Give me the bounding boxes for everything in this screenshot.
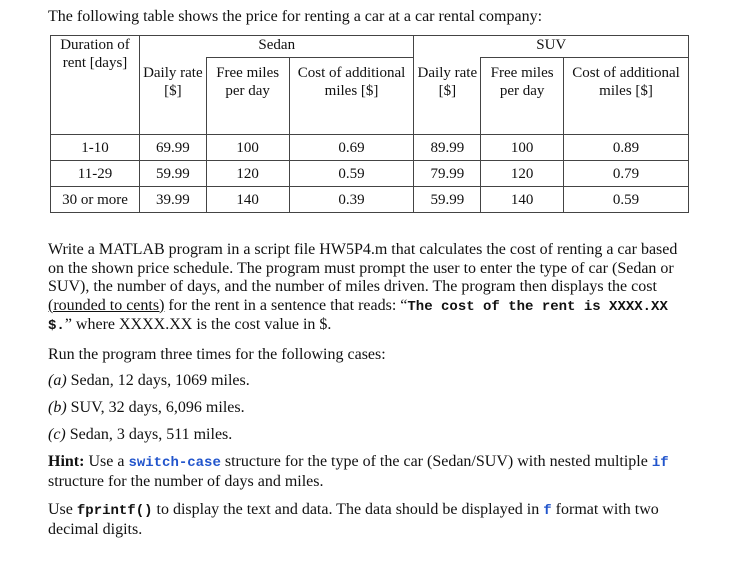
- table-cell: 140: [481, 187, 564, 213]
- table-cell: 89.99: [414, 135, 481, 161]
- sub-header: Cost of additional miles [$]: [564, 58, 689, 135]
- table-cell: 140: [206, 187, 289, 213]
- sub-header: Cost of additional miles [$]: [289, 58, 414, 135]
- fprintf-paragraph: [48, 501, 678, 539]
- case-a: [48, 372, 678, 391]
- table-cell: 79.99: [414, 161, 481, 187]
- case-text: SUV, 32 days, 6,096 miles.: [66, 399, 245, 416]
- fprintf-text: to display the text and data. The data should be displayed in: [152, 501, 544, 518]
- table-cell: 39.99: [140, 187, 207, 213]
- hint-text: structure for the number of days and miles.: [48, 472, 324, 490]
- sub-header: Daily rate [$]: [140, 58, 207, 135]
- hint-text: Use a: [84, 453, 129, 470]
- table-cell: 59.99: [414, 187, 481, 213]
- table-cell: 100: [206, 135, 289, 161]
- task-text: ” where XXXX.XX is the cost value in $.: [64, 316, 332, 333]
- hint-label: Hint:: [48, 453, 85, 470]
- output-sentence-code: The cost of the rent is XXXX.XX $.: [48, 298, 668, 334]
- sub-header: Daily rate [$]: [414, 58, 481, 135]
- suv-header: SUV: [414, 36, 689, 58]
- table-cell: 0.59: [564, 187, 689, 213]
- sub-header: Free miles per day: [206, 58, 289, 135]
- switch-case-keyword: switch-case: [128, 455, 221, 471]
- fprintf-code: fprintf(): [76, 503, 153, 519]
- case-text: Sedan, 3 days, 511 miles.: [65, 426, 233, 443]
- table-cell: 1-10: [51, 135, 140, 161]
- table-cell: 0.89: [564, 135, 689, 161]
- table-cell: 100: [481, 135, 564, 161]
- if-keyword: if: [651, 455, 669, 471]
- case-label: (c): [48, 426, 66, 443]
- table-cell: 0.59: [289, 161, 414, 187]
- table-cell: 0.39: [289, 187, 414, 213]
- sub-header: Free miles per day: [481, 58, 564, 135]
- case-text: Sedan, 12 days, 1069 miles.: [66, 372, 250, 389]
- f-format-code: f: [543, 503, 552, 519]
- case-label: (a): [48, 372, 67, 389]
- table-cell: 0.69: [289, 135, 414, 161]
- table-cell: 69.99: [140, 135, 207, 161]
- table-row: [51, 161, 689, 187]
- table-cell: 120: [481, 161, 564, 187]
- fprintf-text: format with two decimal digits.: [48, 501, 659, 538]
- fprintf-text: Use: [48, 501, 77, 518]
- intro-text: The following table shows the price for renting a car at a car rental company:: [48, 8, 543, 25]
- task-description: [48, 241, 678, 336]
- table-cell: 120: [206, 161, 289, 187]
- rounding-note: (rounded to cents): [48, 296, 165, 314]
- table-cell: 30 or more: [51, 187, 140, 213]
- case-label: (b): [48, 399, 67, 416]
- price-table: [50, 35, 689, 213]
- duration-header: Duration of rent [days]: [51, 36, 140, 135]
- task-text: Write a MATLAB program in a script file HW5P4.m that calculates the cost of renting a car based on the shown price schedule. The program must prompt the user to enter the type of car (Sedan or SUV), the number of days, and the number of miles driven. The program then displays the cost: [48, 241, 678, 295]
- table-cell: 59.99: [140, 161, 207, 187]
- table-cell: 11-29: [51, 161, 140, 187]
- case-c: [48, 426, 678, 445]
- table-row: [51, 187, 689, 213]
- table-row: [51, 135, 689, 161]
- sedan-header: Sedan: [140, 36, 414, 58]
- hint-text: structure for the type of the car (Sedan/SUV) with nested multiple: [220, 453, 652, 470]
- run-instructions: Run the program three times for the following cases:: [48, 346, 386, 363]
- table-cell: 0.79: [564, 161, 689, 187]
- hint-paragraph: [48, 453, 678, 491]
- task-text: for the rent in a sentence that reads: “: [164, 296, 408, 314]
- case-b: [48, 399, 678, 418]
